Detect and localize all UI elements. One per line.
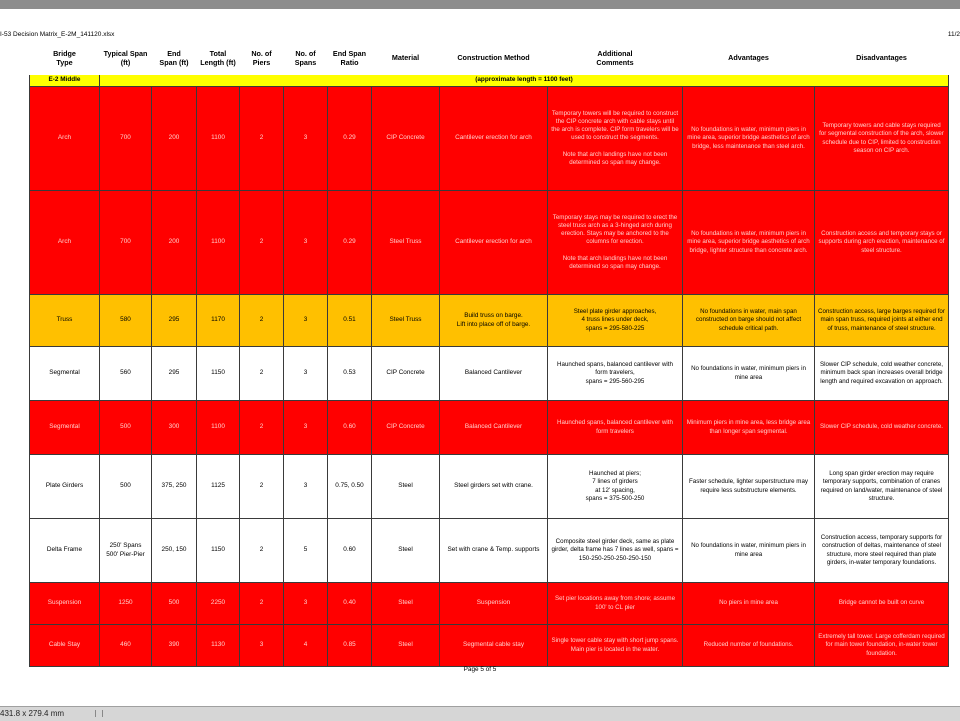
cell-total-length: 1150 (197, 519, 240, 583)
cell-additional-comments: Composite steel girder deck, same as plate girder, delta frame has 7 lines as well, spans = 150-250-250-250-250-150 (548, 519, 683, 583)
cell-material: CIP Concrete (372, 347, 440, 401)
section-row (30, 75, 949, 87)
cell-additional-comments: Single tower cable stay with short jump spans. Main pier is located in the water. (548, 625, 683, 667)
cell-typical-span: 1250 (100, 583, 152, 625)
cell-piers: 2 (240, 295, 284, 347)
cell-bridge-type: Segmental (30, 347, 100, 401)
cell-piers: 2 (240, 87, 284, 191)
cell-advantages: No foundations in water, minimum piers in mine area, superior bridge aesthetics of arch bridge, lighter structure than concrete arch. (683, 191, 815, 295)
cell-total-length: 1150 (197, 347, 240, 401)
cell-bridge-type: Segmental (30, 401, 100, 455)
cell-end-span: 200 (152, 87, 197, 191)
cell-bridge-type: Truss (30, 295, 100, 347)
table-row (30, 455, 949, 519)
cell-end-span-ratio: 0.60 (328, 519, 372, 583)
cell-end-span: 300 (152, 401, 197, 455)
cell-additional-comments: Set pier locations away from shore; assume 100' to CL pier (548, 583, 683, 625)
cell-piers: 2 (240, 401, 284, 455)
cell-piers: 2 (240, 583, 284, 625)
cell-material: Steel (372, 455, 440, 519)
cell-bridge-type: Delta Frame (30, 519, 100, 583)
col-header-typical-span: Typical Span (ft) (100, 41, 152, 75)
cell-advantages: Minimum piers in mine area, less bridge area than longer span segmental. (683, 401, 815, 455)
cell-total-length: 2250 (197, 583, 240, 625)
col-header-piers: No. of Piers (240, 41, 284, 75)
cell-end-span: 250, 150 (152, 519, 197, 583)
cell-spans: 3 (284, 583, 328, 625)
cell-construction-method: Set with crane & Temp. supports (440, 519, 548, 583)
col-header-total-length: Total Length (ft) (197, 41, 240, 75)
table-row (30, 87, 949, 191)
col-header-material: Material (372, 41, 440, 75)
header-row (30, 41, 949, 75)
cell-construction-method: Balanced Cantilever (440, 401, 548, 455)
cell-additional-comments: Haunched spans, balanced cantilever with form travelers (548, 401, 683, 455)
table-row (30, 519, 949, 583)
cell-piers: 2 (240, 455, 284, 519)
cell-total-length: 1130 (197, 625, 240, 667)
cell-end-span: 500 (152, 583, 197, 625)
section-name: E-2 Middle (30, 75, 100, 87)
cell-advantages: No foundations in water, minimum piers in mine area (683, 519, 815, 583)
status-bar (0, 706, 960, 721)
cell-typical-span: 580 (100, 295, 152, 347)
cell-piers: 2 (240, 191, 284, 295)
cell-bridge-type: Plate Girders (30, 455, 100, 519)
cell-material: Steel (372, 519, 440, 583)
cell-disadvantages: Construction access and temporary stays or supports during arch erection, maintenance of steel structure. (815, 191, 949, 295)
cell-spans: 3 (284, 455, 328, 519)
cell-disadvantages: Slower CIP schedule, cold weather concrete. (815, 401, 949, 455)
document-page[interactable] (0, 9, 960, 706)
cell-construction-method: Steel girders set with crane. (440, 455, 548, 519)
col-header-end-span: End Span (ft) (152, 41, 197, 75)
cell-piers: 3 (240, 625, 284, 667)
table-row (30, 583, 949, 625)
cell-typical-span: 560 (100, 347, 152, 401)
col-header-additional-comments: Additional Comments (548, 41, 683, 75)
cell-construction-method: Cantilever erection for arch (440, 87, 548, 191)
table-row (30, 191, 949, 295)
cell-end-span-ratio: 0.40 (328, 583, 372, 625)
cell-additional-comments: Haunched spans, balanced cantilever with form travelers, spans = 295-560-295 (548, 347, 683, 401)
page-number: Page 5 of 5 (463, 666, 497, 673)
cell-end-span-ratio: 0.51 (328, 295, 372, 347)
viewer-top-bar (0, 0, 960, 9)
decision-matrix-table (29, 40, 949, 667)
cell-material: Steel Truss (372, 295, 440, 347)
cell-total-length: 1125 (197, 455, 240, 519)
cell-additional-comments: Temporary stays may be required to erect the steel truss arch as a 3-hinged arch during erection. Stays may be anchored to the columns for erection. Note that arch landings have not been determined so span may change. (548, 191, 683, 295)
cell-end-span-ratio: 0.85 (328, 625, 372, 667)
cell-material: CIP Concrete (372, 87, 440, 191)
cell-disadvantages: Construction access, large barges required for main span truss, required joints at either end of truss, maintenance of steel structure. (815, 295, 949, 347)
cell-material: CIP Concrete (372, 401, 440, 455)
cell-spans: 3 (284, 191, 328, 295)
cell-end-span: 375, 250 (152, 455, 197, 519)
table-row (30, 295, 949, 347)
cell-material: Steel (372, 583, 440, 625)
date-header: 11/2 (947, 31, 960, 38)
cell-typical-span: 250' Spans 500' Pier-Pier (100, 519, 152, 583)
col-header-disadvantages: Disadvantages (815, 41, 949, 75)
cell-bridge-type: Arch (30, 87, 100, 191)
file-name-header: I-53 Decision Matrix_E-2M_141120.xlsx (0, 31, 115, 38)
splitter-grip[interactable] (95, 710, 103, 717)
cell-bridge-type: Suspension (30, 583, 100, 625)
cell-end-span: 390 (152, 625, 197, 667)
cell-advantages: Reduced number of foundations. (683, 625, 815, 667)
cell-end-span-ratio: 0.75, 0.50 (328, 455, 372, 519)
cell-typical-span: 700 (100, 87, 152, 191)
col-header-end-span-ratio: End Span Ratio (328, 41, 372, 75)
cell-construction-method: Suspension (440, 583, 548, 625)
cell-end-span: 295 (152, 295, 197, 347)
cell-disadvantages: Bridge cannot be built on curve (815, 583, 949, 625)
col-header-spans: No. of Spans (284, 41, 328, 75)
cell-disadvantages: Slower CIP schedule, cold weather concrete, minimum back span increases overall bridge length and required excavation on approach. (815, 347, 949, 401)
cell-disadvantages: Construction access, temporary supports for construction of deltas, maintenance of steel structure, more steel required than plate girders, in-water temporary foundations. (815, 519, 949, 583)
cell-advantages: No foundations in water, minimum piers in mine area (683, 347, 815, 401)
cell-construction-method: Segmental cable stay (440, 625, 548, 667)
cell-spans: 4 (284, 625, 328, 667)
cell-spans: 3 (284, 87, 328, 191)
cell-typical-span: 460 (100, 625, 152, 667)
cell-material: Steel Truss (372, 191, 440, 295)
cell-typical-span: 700 (100, 191, 152, 295)
cell-spans: 3 (284, 401, 328, 455)
cell-bridge-type: Cable Stay (30, 625, 100, 667)
cell-bridge-type: Arch (30, 191, 100, 295)
cell-piers: 2 (240, 519, 284, 583)
col-header-construction-method: Construction Method (440, 41, 548, 75)
cell-end-span-ratio: 0.60 (328, 401, 372, 455)
cell-advantages: Faster schedule, lighter superstructure may require less substructure elements. (683, 455, 815, 519)
cell-typical-span: 500 (100, 401, 152, 455)
cell-additional-comments: Steel plate girder approaches, 4 truss lines under deck, spans = 295-580-225 (548, 295, 683, 347)
cell-total-length: 1100 (197, 191, 240, 295)
cell-spans: 3 (284, 347, 328, 401)
section-note: (approximate length = 1100 feet) (100, 75, 949, 87)
cell-advantages: No foundations in water, main span constructed on barge should not affect schedule critical path. (683, 295, 815, 347)
table-row (30, 401, 949, 455)
cell-end-span-ratio: 0.29 (328, 191, 372, 295)
cell-total-length: 1170 (197, 295, 240, 347)
cell-end-span: 295 (152, 347, 197, 401)
cell-end-span-ratio: 0.53 (328, 347, 372, 401)
cell-additional-comments: Haunched at piers; 7 lines of girders at 12' spacing, spans = 375-500-250 (548, 455, 683, 519)
cell-spans: 5 (284, 519, 328, 583)
cell-total-length: 1100 (197, 401, 240, 455)
cell-piers: 2 (240, 347, 284, 401)
col-header-advantages: Advantages (683, 41, 815, 75)
table-row (30, 347, 949, 401)
cell-spans: 3 (284, 295, 328, 347)
cell-typical-span: 500 (100, 455, 152, 519)
cell-construction-method: Cantilever erection for arch (440, 191, 548, 295)
cell-disadvantages: Extremely tall tower. Large cofferdam required for main tower foundation, in-water tower foundation. (815, 625, 949, 667)
cell-additional-comments: Temporary towers will be required to construct the CIP concrete arch with cable stays until the arch is complete. CIP form travelers will be used to construct the segments. Note that arch landings have not been determined so span may change. (548, 87, 683, 191)
cell-disadvantages: Temporary towers and cable stays required for segmental construction of the arch, slower schedule due to CIP, limited to construction season on CIP arch. (815, 87, 949, 191)
cell-construction-method: Balanced Cantilever (440, 347, 548, 401)
cell-advantages: No foundations in water, minimum piers in mine area, superior bridge aesthetics of arch bridge, less maintenance than steel arch. (683, 87, 815, 191)
cell-total-length: 1100 (197, 87, 240, 191)
page-size-readout: 431.8 x 279.4 mm (0, 709, 65, 718)
table-row (30, 625, 949, 667)
cell-construction-method: Build truss on barge. Lift into place off of barge. (440, 295, 548, 347)
cell-advantages: No piers in mine area (683, 583, 815, 625)
cell-end-span-ratio: 0.29 (328, 87, 372, 191)
cell-material: Steel (372, 625, 440, 667)
col-header-bridge-type: Bridge Type (30, 41, 100, 75)
cell-end-span: 200 (152, 191, 197, 295)
cell-disadvantages: Long span girder erection may require temporary supports, combination of cranes required on land/water, maintenance of steel structure. (815, 455, 949, 519)
